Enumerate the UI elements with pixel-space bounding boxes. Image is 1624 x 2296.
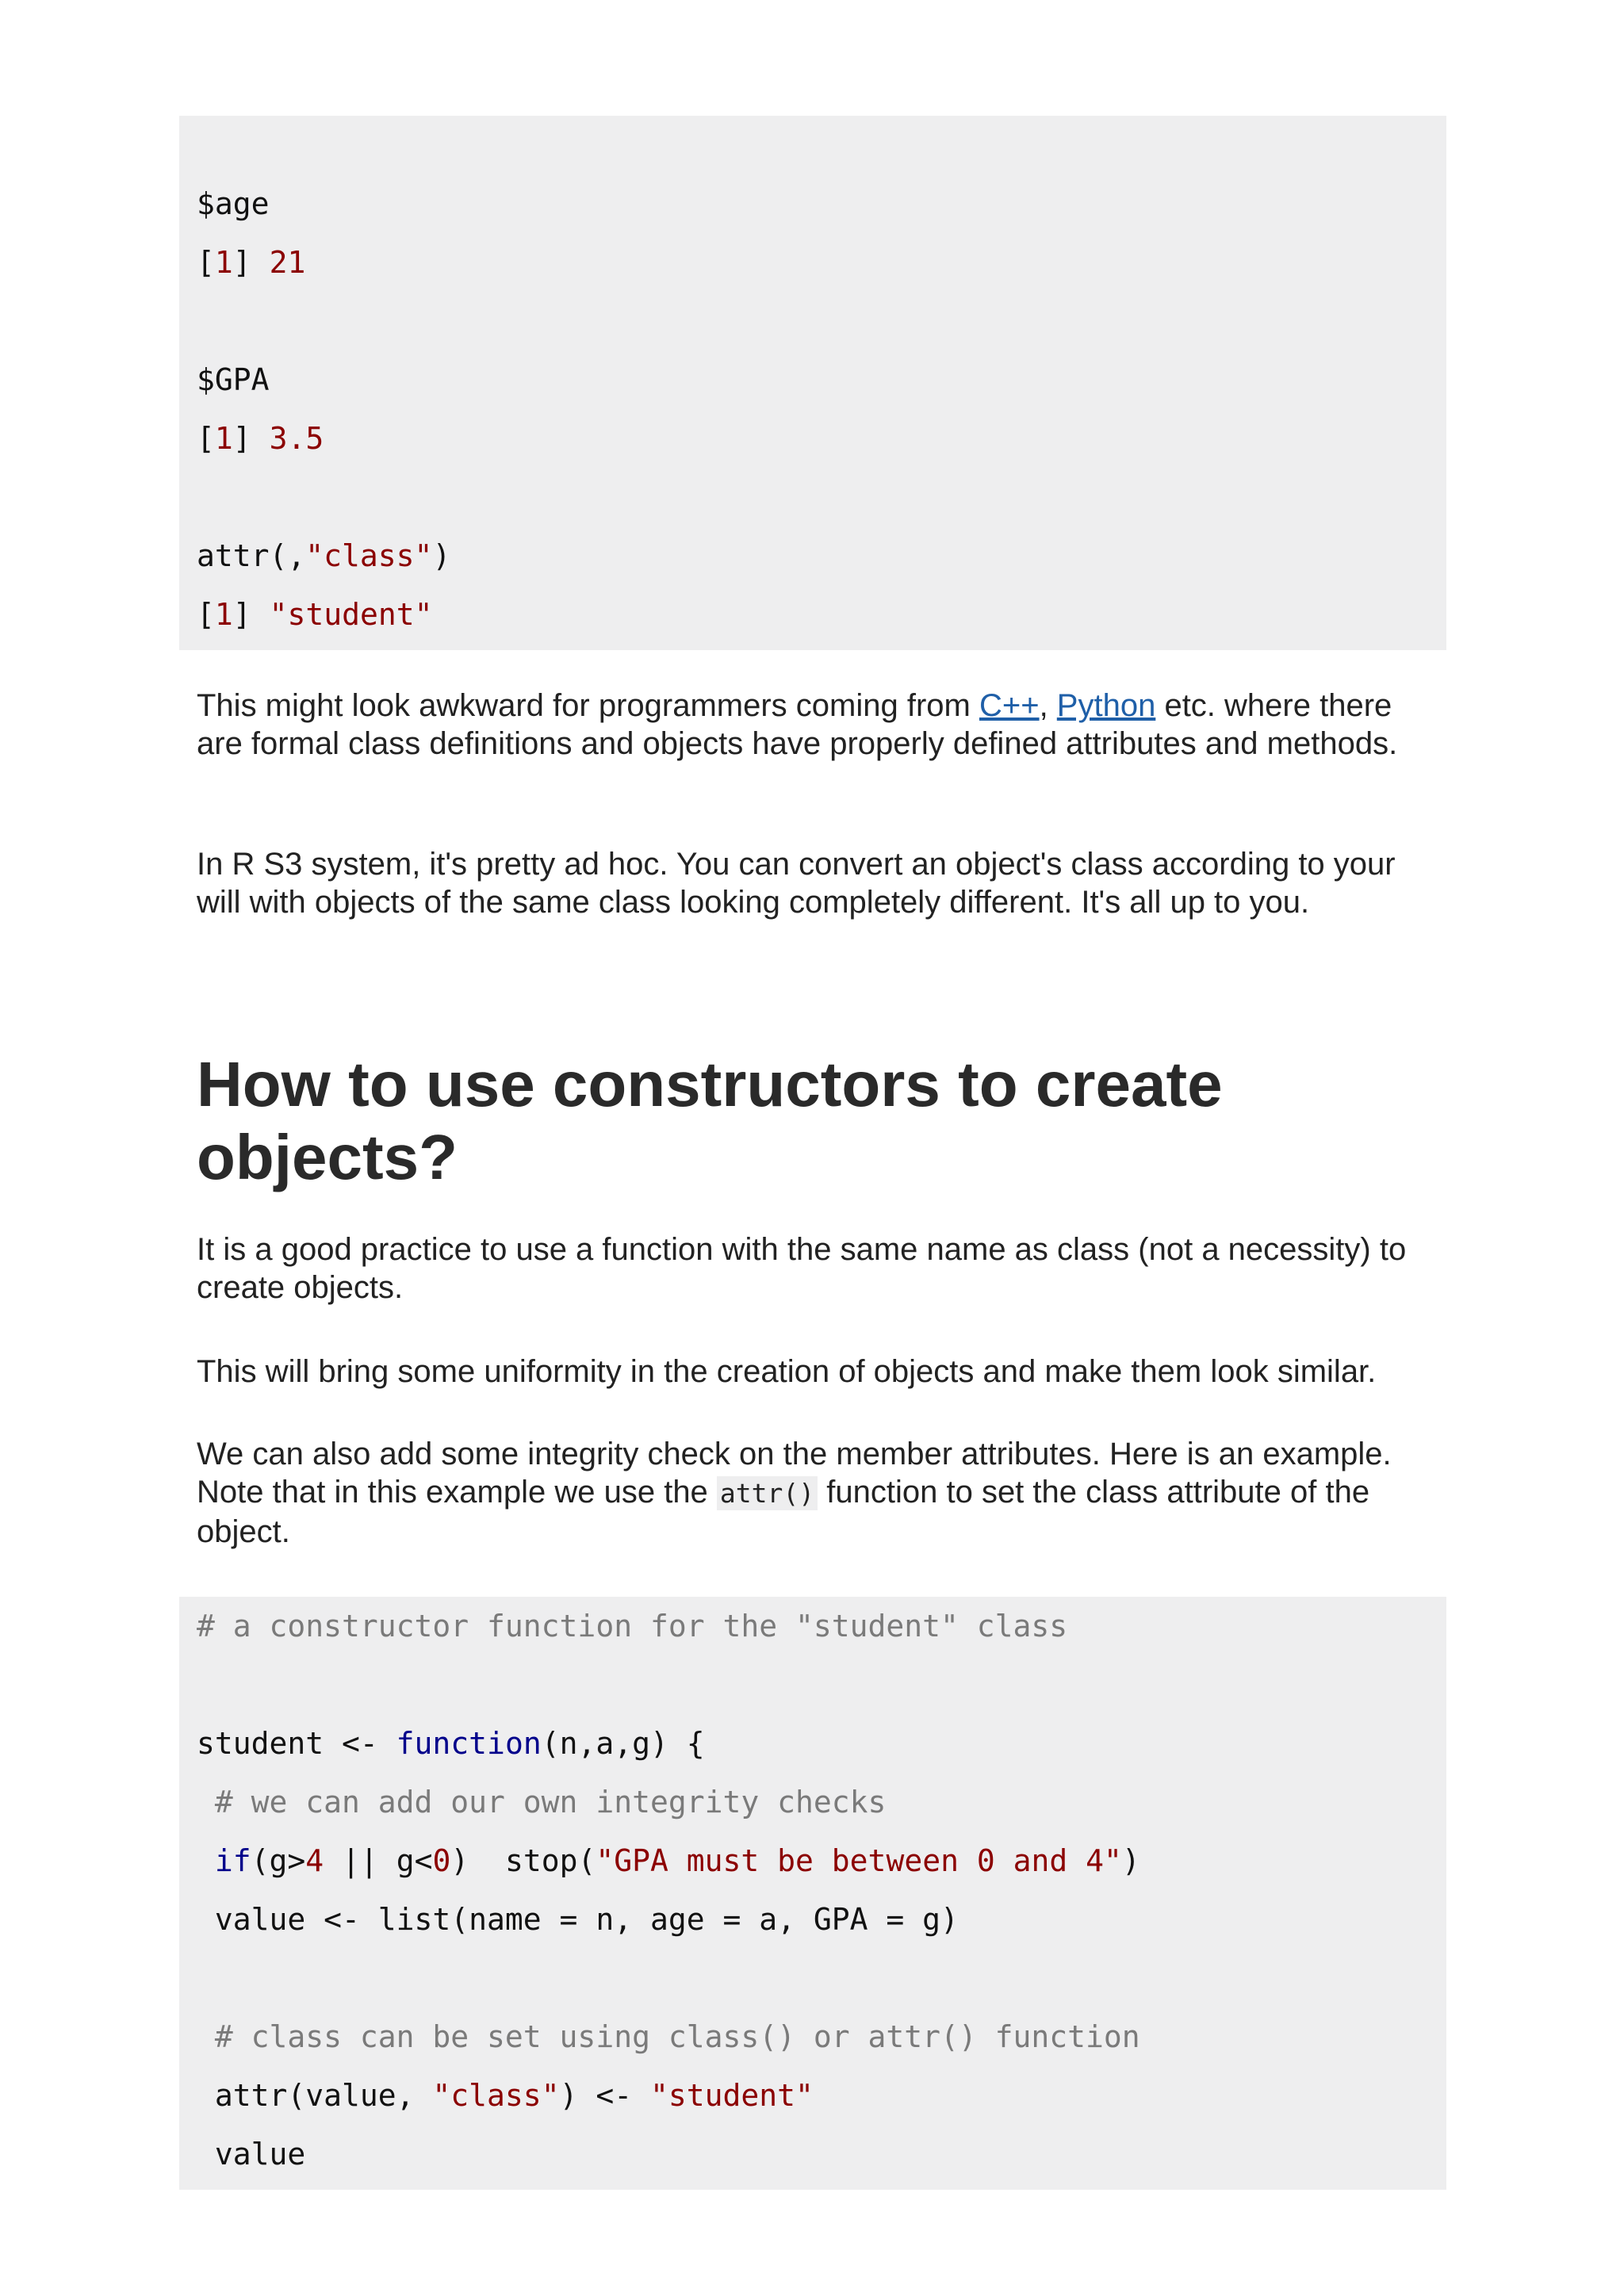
index-number: 1 bbox=[214, 245, 233, 280]
code-line-blank bbox=[197, 1949, 1446, 2007]
code-line-blank bbox=[197, 116, 1446, 174]
paragraph-intro: This might look awkward for programmers coming from C++, Python etc. where there are formal class definitions and objects have properly defined attributes and methods. bbox=[197, 688, 1398, 761]
code-line-blank bbox=[197, 468, 1446, 526]
inline-code-attr: attr() bbox=[717, 1476, 818, 1510]
error-message-string: "GPA must be between 0 and 4" bbox=[596, 1843, 1122, 1878]
code-comment: # class can be set using class() or attr() function bbox=[197, 2019, 1140, 2054]
code-comment: # a constructor function for the "student" class bbox=[197, 1609, 1068, 1644]
code-line-if-check: if(g>4 || g<0) stop("GPA must be between 0 and 4") bbox=[214, 1843, 1140, 1878]
code-line-function-def: student <- function(n,a,g) { bbox=[197, 1726, 705, 1761]
code-line-age-value: [1] 21 bbox=[197, 245, 306, 280]
code-line-gpa-value: [1] 3.5 bbox=[197, 421, 324, 456]
code-line-blank bbox=[197, 292, 1446, 350]
age-value: 21 bbox=[269, 245, 306, 280]
paragraph-uniformity: This will bring some uniformity in the creation of objects and make them look similar. bbox=[197, 1354, 1377, 1389]
constructor-code-block bbox=[179, 1597, 1446, 2190]
code-line-age bbox=[197, 174, 1446, 233]
index-number: 1 bbox=[214, 421, 233, 456]
keyword-if: if bbox=[214, 1843, 251, 1878]
section-heading: How to use constructors to create objects? bbox=[197, 1049, 1223, 1192]
paragraph-integrity-check: We can also add some integrity check on the member attributes. Here is an example. Note that in this example we use the attr() function to set the class attribute of the object. bbox=[197, 1437, 1392, 1549]
gpa-value: 3.5 bbox=[269, 421, 324, 456]
gpa-name: $GPA bbox=[197, 362, 270, 397]
code-comment: # we can add our own integrity checks bbox=[197, 1785, 887, 1820]
class-value: "student" bbox=[269, 597, 433, 632]
code-line-class-value: [1] "student" bbox=[197, 597, 433, 632]
cpp-link[interactable]: C++ bbox=[979, 688, 1040, 723]
keyword-function: function bbox=[396, 1726, 542, 1761]
code-line-attr: attr(,"class") bbox=[197, 538, 451, 573]
code-line-blank bbox=[197, 1655, 1446, 1714]
code-line-value-list: value <- list(name = n, age = a, GPA = g) bbox=[197, 1902, 959, 1937]
python-link[interactable]: Python bbox=[1056, 688, 1156, 723]
paragraph-good-practice: It is a good practice to use a function with the same name as class (not a necessity) to create objects. bbox=[197, 1232, 1407, 1305]
paragraph-s3-system: In R S3 system, it's pretty ad hoc. You can convert an object's class according to your will with objects of the same class looking completely different. It's all up to you. bbox=[197, 847, 1396, 920]
age-name: $age bbox=[197, 186, 270, 221]
index-number: 1 bbox=[214, 597, 233, 632]
code-line-attr-assign: attr(value, "class") <- "student" bbox=[197, 2078, 814, 2113]
attr-string: "class" bbox=[305, 538, 433, 573]
code-line-gpa bbox=[197, 350, 1446, 409]
code-line-return-value: value bbox=[197, 2137, 306, 2172]
output-code-block bbox=[179, 116, 1446, 650]
